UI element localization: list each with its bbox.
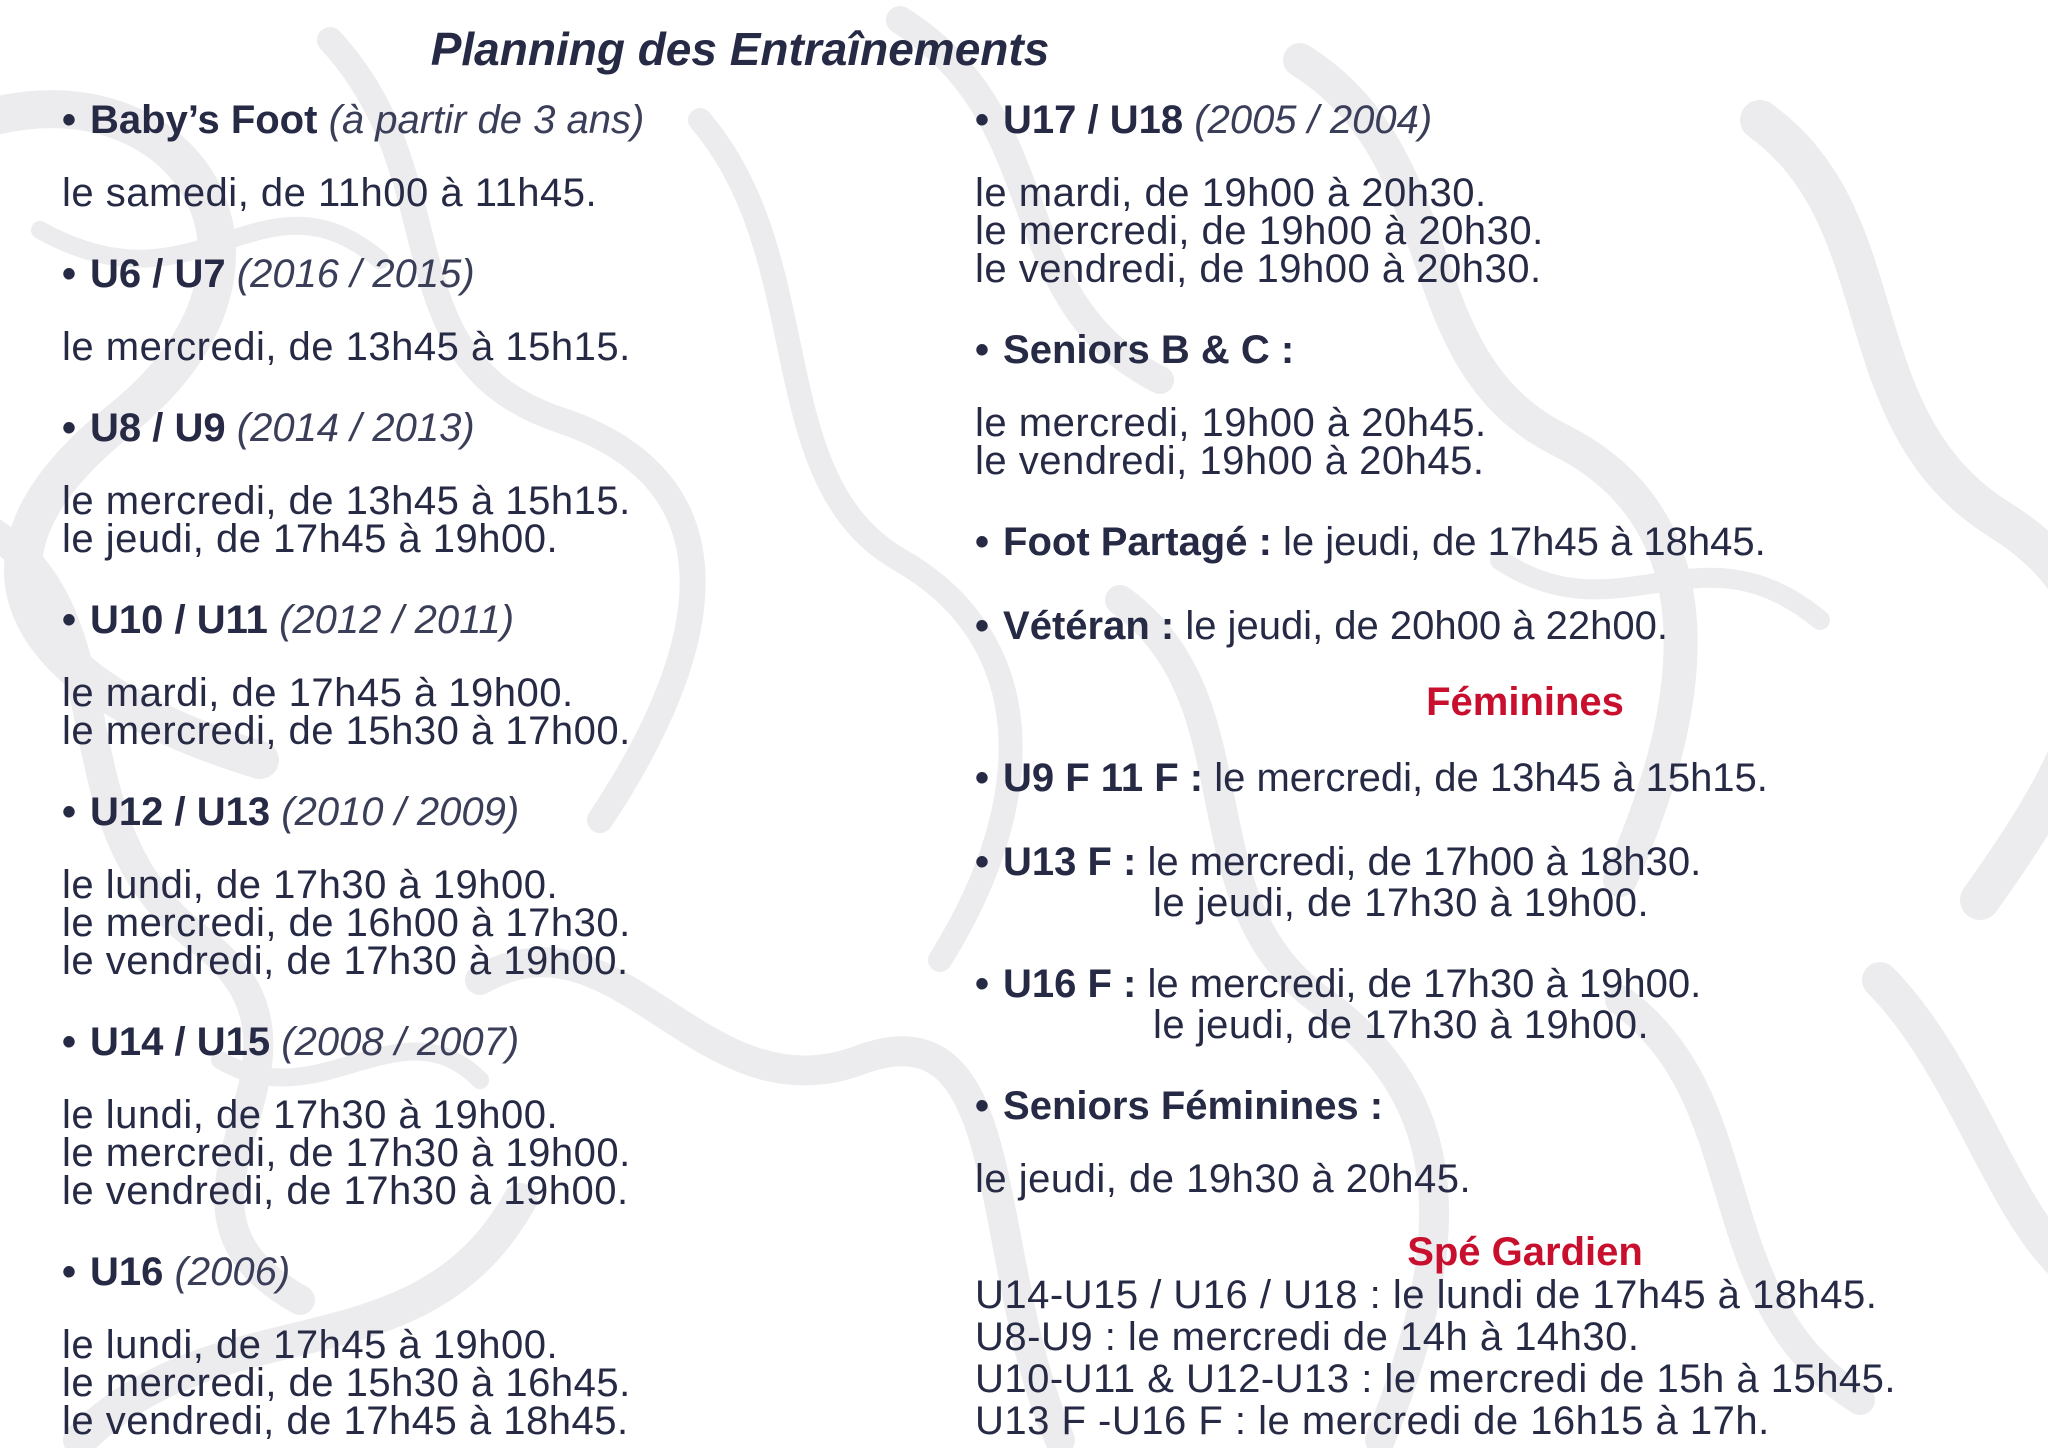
schedule-line: le mardi, de 17h45 à 19h00.	[62, 671, 574, 715]
right-column	[975, 98, 2035, 1442]
schedule-line: le jeudi, de 17h30 à 19h00.	[1153, 881, 1650, 925]
section-title-spe-gardien: Spé Gardien	[1407, 1230, 1643, 1274]
bullet-icon: •	[62, 1020, 77, 1064]
schedule-line: le vendredi, 19h00 à 20h45.	[975, 439, 1485, 483]
schedule-line: le vendredi, de 17h45 à 18h45.	[62, 1399, 629, 1443]
group-u16f: • U16 F : le mercredi, de 17h30 à 19h00. le jeudi, de 17h30 à 19h00.	[975, 962, 2035, 1044]
bullet-icon: •	[975, 520, 990, 564]
schedule-line: le vendredi, de 17h30 à 19h00.	[62, 939, 629, 983]
bullet-icon: •	[975, 98, 990, 142]
goalkeeper-schedule	[975, 1274, 2035, 1442]
schedule-line: le mardi, de 19h00 à 20h30.	[975, 171, 1487, 215]
schedule-line: le jeudi, de 19h30 à 20h45.	[975, 1157, 1472, 1201]
section-title-feminines: Féminines	[1426, 680, 1624, 724]
group-veteran: • Vétéran : le jeudi, de 20h00 à 22h00.	[975, 604, 1668, 648]
schedule-line: le mercredi, de 19h00 à 20h30.	[975, 209, 1544, 253]
schedule-line: le jeudi, de 17h45 à 19h00.	[62, 517, 559, 561]
schedule-line: le mercredi, de 15h30 à 16h45.	[62, 1361, 631, 1405]
group-u12-u13: • U12 / U13 (2010 / 2009) le lundi, de 17h30 à 19h00. le mercredi, de 16h00 à 17h30. le vendredi, de 17h30 à 19h00.	[62, 790, 982, 980]
group-u16: • U16 (2006) le lundi, de 17h45 à 19h00. le mercredi, de 15h30 à 16h45. le vendredi, de 17h45 à 18h45.	[62, 1250, 982, 1440]
group-u10-u11: • U10 / U11 (2012 / 2011) le mardi, de 17h45 à 19h00. le mercredi, de 15h30 à 17h00.	[62, 598, 982, 750]
group-u6-u7: • U6 / U7 (2016 / 2015) le mercredi, de 13h45 à 15h15.	[62, 252, 982, 366]
bullet-icon: •	[62, 98, 77, 142]
bullet-icon: •	[975, 962, 990, 1006]
schedule-line: le mercredi, de 16h00 à 17h30.	[62, 901, 631, 945]
group-seniors-feminines: • Seniors Féminines : le jeudi, de 19h30 à 20h45.	[975, 1084, 2035, 1198]
schedule-line: le samedi, de 11h00 à 11h45.	[62, 171, 598, 215]
schedule-line: le mercredi, de 13h45 à 15h15.	[62, 479, 631, 523]
group-u14-u15: • U14 / U15 (2008 / 2007) le lundi, de 17h30 à 19h00. le mercredi, de 17h30 à 19h00. le vendredi, de 17h30 à 19h00.	[62, 1020, 982, 1210]
group-babys-foot: • Baby’s Foot (à partir de 3 ans) le samedi, de 11h00 à 11h45.	[62, 98, 982, 212]
schedule-line: le vendredi, de 17h30 à 19h00.	[62, 1169, 629, 1213]
group-u8-u9: • U8 / U9 (2014 / 2013) le mercredi, de 13h45 à 15h15. le jeudi, de 17h45 à 19h00.	[62, 406, 982, 558]
schedule-line: le mercredi, 19h00 à 20h45.	[975, 401, 1487, 445]
bullet-icon: •	[62, 790, 77, 834]
schedule-line: le mercredi, de 17h30 à 19h00.	[62, 1131, 631, 1175]
group-foot-partage: • Foot Partagé : le jeudi, de 17h45 à 18h45.	[975, 520, 1766, 564]
schedule-line: U10-U11 & U12-U13 : le mercredi de 15h à 15h45.	[975, 1357, 1897, 1401]
schedule-line: le lundi, de 17h30 à 19h00.	[62, 863, 559, 907]
bullet-icon: •	[62, 406, 77, 450]
page-title: Planning des Entraînements	[430, 23, 1050, 75]
bullet-icon: •	[975, 328, 990, 372]
schedule-line: le lundi, de 17h30 à 19h00.	[62, 1093, 559, 1137]
schedule-line: le jeudi, de 17h30 à 19h00.	[1153, 1003, 1650, 1047]
schedule-line: le mercredi, de 15h30 à 17h00.	[62, 709, 631, 753]
schedule-line: le lundi, de 17h45 à 19h00.	[62, 1323, 559, 1367]
group-seniors-b-c: • Seniors B & C : le mercredi, 19h00 à 20h45. le vendredi, 19h00 à 20h45.	[975, 328, 2035, 480]
bullet-icon: •	[62, 598, 77, 642]
bullet-icon: •	[975, 840, 990, 884]
bullet-icon: •	[975, 1084, 990, 1128]
bullet-icon: •	[975, 756, 990, 800]
group-u13f: • U13 F : le mercredi, de 17h00 à 18h30. le jeudi, de 17h30 à 19h00.	[975, 840, 2035, 922]
schedule-line: le mercredi, de 13h45 à 15h15.	[62, 325, 631, 369]
left-column	[62, 98, 982, 1443]
schedule-line: U8-U9 : le mercredi de 14h à 14h30.	[975, 1315, 1640, 1359]
group-u9f-11f: • U9 F 11 F : le mercredi, de 13h45 à 15h15.	[975, 756, 1768, 800]
schedule-line: le vendredi, de 19h00 à 20h30.	[975, 247, 1542, 291]
bullet-icon: •	[62, 1250, 77, 1294]
schedule-line: U14-U15 / U16 / U18 : le lundi de 17h45 à 18h45.	[975, 1273, 1878, 1317]
schedule-line: U13 F -U16 F : le mercredi de 16h15 à 17h.	[975, 1399, 1770, 1443]
group-u17-u18: • U17 / U18 (2005 / 2004) le mardi, de 19h00 à 20h30. le mercredi, de 19h00 à 20h30. le vendredi, de 19h00 à 20h30.	[975, 98, 2035, 288]
bullet-icon: •	[975, 604, 990, 648]
bullet-icon: •	[62, 252, 77, 296]
